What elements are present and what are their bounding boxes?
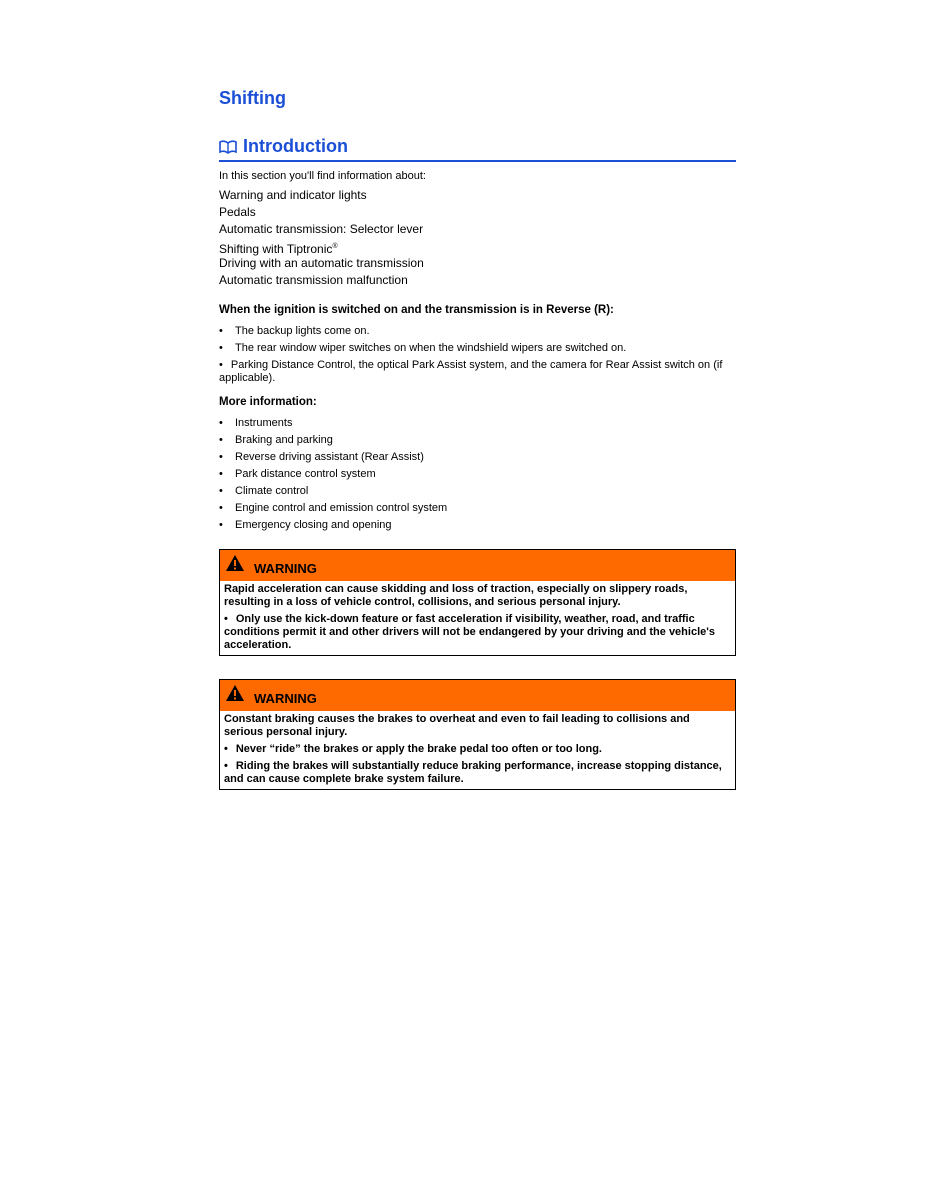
- warning-triangle-icon: [225, 684, 245, 702]
- bullet-icon: •: [219, 325, 223, 337]
- more-info-heading: More information:: [219, 396, 317, 408]
- warning-label: WARNING: [254, 561, 317, 576]
- warning-item: • Never “ride” the brakes or apply the brake pedal too often or too long.: [224, 743, 602, 755]
- list-item[interactable]: • Reverse driving assistant (Rear Assist): [219, 451, 424, 463]
- bullet-icon: •: [219, 417, 223, 429]
- reverse-list: [219, 325, 736, 389]
- book-icon: [219, 140, 237, 154]
- list-item[interactable]: • Park distance control system: [219, 468, 376, 480]
- warning-item: • Only use the kick-down feature or fast acceleration if visibility, weather, road, and traffic conditions permit it and other drivers will not be endangered by your driving and the vehicle's acceleration.: [224, 613, 715, 651]
- reverse-heading: When the ignition is switched on and the transmission is in Reverse (R):: [219, 304, 614, 316]
- registered-mark: ®: [332, 243, 338, 250]
- warning-lead: Rapid acceleration can cause skidding and loss of traction, especially on slippery roads, resulting in a loss of vehicle control, collisions, and serious personal injury.: [224, 583, 688, 608]
- bullet-icon: •: [219, 451, 223, 463]
- list-item[interactable]: • Instruments: [219, 417, 293, 429]
- warning-body: [220, 711, 735, 789]
- list-item[interactable]: • Braking and parking: [219, 434, 333, 446]
- bullet-icon: •: [219, 519, 223, 531]
- list-item: • Parking Distance Control, the optical Park Assist system, and the camera for Rear Assist switch on (if applicable).: [219, 359, 723, 384]
- warning-lead: Constant braking causes the brakes to overheat and even to fail leading to collisions and serious personal injury.: [224, 713, 690, 738]
- bullet-icon: •: [219, 502, 223, 514]
- bullet-icon: •: [219, 342, 223, 354]
- warning-item: • Riding the brakes will substantially reduce braking performance, increase stopping distance, and can cause complete brake system failure.: [224, 760, 722, 785]
- bullet-icon: •: [219, 485, 223, 497]
- warning-body: [220, 581, 735, 655]
- warning-triangle-icon: [225, 554, 245, 572]
- topic-item[interactable]: Driving with an automatic transmission: [219, 256, 424, 270]
- topic-item[interactable]: Pedals: [219, 205, 256, 219]
- warning-box: [219, 549, 736, 656]
- list-item[interactable]: • Climate control: [219, 485, 309, 497]
- bullet-icon: •: [219, 468, 223, 480]
- topic-item[interactable]: Shifting with Tiptronic®: [219, 242, 338, 256]
- topic-list: [219, 187, 424, 289]
- list-item[interactable]: • Engine control and emission control system: [219, 502, 448, 514]
- warning-header: [220, 680, 735, 711]
- chapter-title: Shifting: [219, 88, 286, 108]
- more-info-list: [219, 417, 736, 536]
- section-title: Introduction: [243, 136, 348, 156]
- topic-item[interactable]: Warning and indicator lights: [219, 188, 367, 202]
- warning-header: [220, 550, 735, 581]
- bullet-icon: •: [219, 434, 223, 446]
- intro-text: In this section you'll find information about:: [219, 170, 426, 182]
- section-header: [219, 136, 736, 162]
- list-item[interactable]: • Emergency closing and opening: [219, 519, 392, 531]
- bullet-icon: •: [224, 613, 228, 625]
- list-item: • The rear window wiper switches on when the windshield wipers are switched on.: [219, 342, 627, 354]
- topic-item[interactable]: Automatic transmission malfunction: [219, 273, 408, 287]
- warning-box: [219, 679, 736, 790]
- list-item: • The backup lights come on.: [219, 325, 370, 337]
- bullet-icon: •: [219, 359, 223, 371]
- topic-item[interactable]: Automatic transmission: Selector lever: [219, 222, 424, 236]
- bullet-icon: •: [224, 760, 228, 772]
- warning-label: WARNING: [254, 691, 317, 706]
- bullet-icon: •: [224, 743, 228, 755]
